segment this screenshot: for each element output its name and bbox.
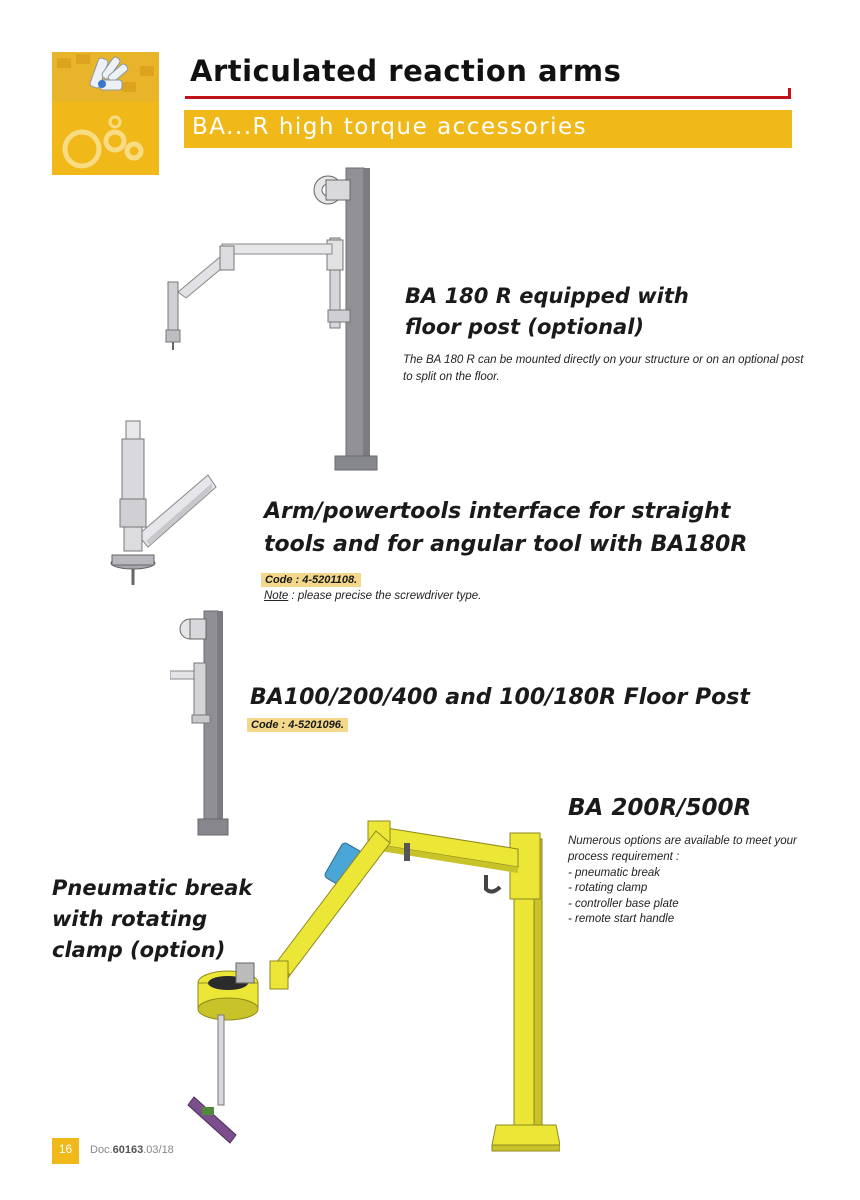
interface-heading-line2: tools and for angular tool with BA180R — [264, 532, 748, 557]
ba200r-heading: BA 200R/500R — [568, 795, 752, 821]
floor-post-product-code: Code : 4-5201096. — [247, 718, 348, 732]
page-number: 16 — [58, 1142, 73, 1156]
page-subtitle: BA...R high torque accessories — [192, 114, 588, 140]
interface-note — [264, 590, 481, 602]
ba200r-option: - pneumatic break — [568, 867, 661, 879]
title-underline-end — [788, 88, 791, 99]
pneumatic-heading-line1: Pneumatic break — [52, 876, 253, 900]
doc-number: 60163 — [112, 1144, 144, 1156]
ba200r-intro-line2: process requirement : — [568, 851, 680, 863]
ba180r-heading-line2: floor post (optional) — [405, 315, 644, 339]
floor-post-illustration — [170, 605, 240, 840]
note-label: Note — [264, 590, 289, 602]
document-reference — [90, 1144, 174, 1156]
interface-product-code: Code : 4-5201108. — [261, 573, 361, 587]
pneumatic-heading-line2: with rotating — [52, 907, 208, 931]
tool-photo-thumbnail — [52, 52, 159, 102]
ba180r-description-line1: The BA 180 R can be mounted directly on your structure or on an optional post — [403, 354, 804, 366]
ba180r-description-line2: to split on the floor. — [403, 371, 500, 383]
powertool-interface-illustration — [108, 415, 228, 590]
ba200r-option: - rotating clamp — [568, 882, 648, 894]
ba200r-option: - controller base plate — [568, 898, 679, 910]
gear-rings-icon — [52, 102, 159, 175]
page-title: Articulated reaction arms — [190, 54, 622, 88]
ba200r-500r-illustration — [180, 815, 560, 1160]
ba200r-option: - remote start handle — [568, 913, 675, 925]
interface-heading-line1: Arm/powertools interface for straight — [264, 499, 731, 524]
ba180r-heading-line1: BA 180 R equipped with — [405, 284, 689, 308]
pneumatic-heading-line3: clamp (option) — [52, 938, 226, 962]
doc-prefix: Doc. — [90, 1144, 113, 1156]
doc-suffix: .03/18 — [143, 1144, 174, 1156]
note-text: : please precise the screwdriver type. — [288, 590, 482, 602]
floor-post-heading: BA100/200/400 and 100/180R Floor Post — [250, 685, 750, 710]
ba200r-intro-line1: Numerous options are available to meet your — [568, 835, 797, 847]
brand-logo — [52, 52, 159, 175]
title-underline — [185, 96, 791, 99]
